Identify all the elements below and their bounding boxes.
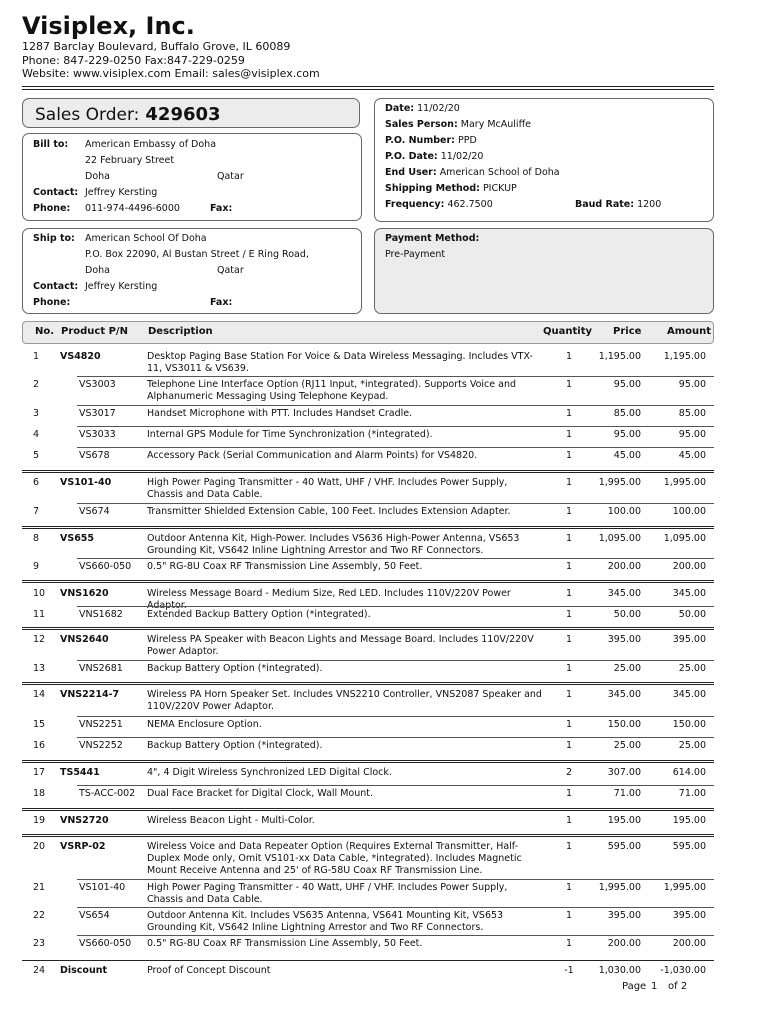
row-amount: 345.00 bbox=[672, 689, 706, 700]
row-product-pn: VS678 bbox=[79, 450, 110, 461]
header-divider bbox=[22, 86, 714, 87]
row-product-pn: VS660-050 bbox=[79, 938, 132, 949]
page-label: Page bbox=[622, 981, 647, 992]
row-description: Wireless Voice and Data Repeater Option (Requires External Transmitter, Half-Duplex Mode only, Omit VS101-xx Data Cable, *integrated). Includes Magnetic Mount Receive Antenna and 25' of RG-58U Coax RF Transmission Line. bbox=[147, 841, 522, 876]
row-quantity: 1 bbox=[565, 634, 573, 645]
row-amount: 150.00 bbox=[672, 719, 706, 730]
company-name: Visiplex, Inc. bbox=[22, 12, 195, 40]
col-price: Price bbox=[613, 326, 642, 337]
row-product-pn: VS101-40 bbox=[79, 882, 126, 893]
row-description: Wireless Message Board - Medium Size, Red LED. Includes 110V/220V Power Adaptor. bbox=[147, 588, 511, 611]
row-number: 18 bbox=[33, 788, 46, 799]
row-price: 200.00 bbox=[607, 561, 641, 572]
row-description: Transmitter Shielded Extension Cable, 100 Feet. Includes Extension Adapter. bbox=[147, 506, 511, 517]
row-description: 0.5" RG-8U Coax RF Transmission Line Assembly, 50 Feet. bbox=[147, 938, 423, 949]
ship-to-contact: Jeffrey Kersting bbox=[85, 281, 158, 292]
row-amount: 195.00 bbox=[672, 815, 706, 826]
row-quantity: 1 bbox=[565, 561, 573, 572]
sales-order-number: 429603 bbox=[145, 104, 221, 125]
row-price: 25.00 bbox=[613, 663, 641, 674]
row-amount: 50.00 bbox=[678, 609, 706, 620]
row-quantity: 1 bbox=[565, 841, 573, 852]
company-header bbox=[22, 12, 320, 81]
row-price: 95.00 bbox=[613, 379, 641, 390]
po-number: PPD bbox=[457, 135, 477, 146]
row-product-pn: VSRP-02 bbox=[60, 841, 106, 852]
row-price: 100.00 bbox=[607, 506, 641, 517]
row-product-pn: VNS2720 bbox=[60, 815, 109, 826]
row-amount: 100.00 bbox=[672, 506, 706, 517]
row-number: 10 bbox=[33, 588, 46, 599]
bill-to-name: American Embassy of Doha bbox=[85, 139, 217, 150]
order-info-box: Date: 11/02/20 Sales Person: Mary McAuliffe P.O. Number: PPD P.O. Date: 11/02/20 End User: American School of Doha Shipping Method: PICKUP Frequency: 462.7500 Baud Rate: 1200 bbox=[374, 98, 714, 222]
row-amount: 1,995.00 bbox=[663, 882, 706, 893]
page-number: 1 bbox=[651, 981, 658, 992]
col-desc: Description bbox=[148, 326, 213, 337]
row-quantity: 1 bbox=[565, 938, 573, 949]
col-no: No. bbox=[35, 326, 55, 337]
row-number: 4 bbox=[33, 429, 40, 440]
row-description: Proof of Concept Discount bbox=[147, 965, 271, 976]
row-description: High Power Paging Transmitter - 40 Watt, UHF / VHF. Includes Power Supply, Chassis and Data Cable. bbox=[147, 882, 508, 905]
row-price: 71.00 bbox=[613, 788, 641, 799]
row-price: 85.00 bbox=[613, 408, 641, 419]
row-number: 12 bbox=[33, 634, 46, 645]
row-amount: 95.00 bbox=[678, 379, 706, 390]
row-description: High Power Paging Transmitter - 40 Watt, UHF / VHF. Includes Power Supply, Chassis and Data Cable. bbox=[147, 477, 508, 500]
row-description: Backup Battery Option (*integrated). bbox=[147, 740, 323, 751]
row-amount: 200.00 bbox=[672, 561, 706, 572]
bill-to-contact: Jeffrey Kersting bbox=[85, 187, 158, 198]
table-end-divider bbox=[22, 960, 714, 961]
row-product-pn: VS660-050 bbox=[79, 561, 132, 572]
row-product-pn: VS3033 bbox=[79, 429, 116, 440]
row-amount: 25.00 bbox=[678, 663, 706, 674]
row-amount: 71.00 bbox=[678, 788, 706, 799]
sales-order-label: Sales Order: bbox=[35, 105, 140, 125]
bill-to-street: 22 February Street bbox=[85, 155, 175, 166]
row-amount: 1,195.00 bbox=[663, 351, 706, 362]
payment-method-value: Pre-Payment bbox=[385, 249, 446, 260]
row-quantity: 1 bbox=[565, 533, 573, 544]
row-quantity: 1 bbox=[565, 788, 573, 799]
row-quantity: 1 bbox=[565, 910, 573, 921]
row-description: Accessory Pack (Serial Communication and Alarm Points) for VS4820. bbox=[147, 450, 478, 461]
row-price: 1,030.00 bbox=[598, 965, 641, 976]
row-number: 17 bbox=[33, 767, 46, 778]
row-product-pn: Discount bbox=[60, 965, 108, 976]
row-price: 345.00 bbox=[607, 588, 641, 599]
row-amount: 1,095.00 bbox=[663, 533, 706, 544]
row-number: 5 bbox=[33, 450, 40, 461]
row-price: 50.00 bbox=[613, 609, 641, 620]
row-quantity: 2 bbox=[565, 767, 573, 778]
row-price: 1,095.00 bbox=[598, 533, 641, 544]
row-price: 1,995.00 bbox=[598, 882, 641, 893]
bill-to-box: Bill to: American Embassy of Doha 22 February Street Doha Qatar Contact: Jeffrey Kersting Phone: 011-974-4496-6000 Fax: bbox=[22, 133, 362, 221]
row-description: Dual Face Bracket for Digital Clock, Wall Mount. bbox=[147, 788, 374, 799]
end-user: American School of Doha bbox=[439, 167, 560, 178]
row-description: Wireless PA Speaker with Beacon Lights and Message Board. Includes 110V/220V Power Adaptor. bbox=[147, 634, 534, 657]
row-price: 195.00 bbox=[607, 815, 641, 826]
row-product-pn: VS101-40 bbox=[60, 477, 112, 488]
row-price: 45.00 bbox=[613, 450, 641, 461]
row-amount: 85.00 bbox=[678, 408, 706, 419]
col-pn: Product P/N bbox=[61, 326, 128, 337]
row-number: 8 bbox=[33, 533, 40, 544]
bill-to-country: Qatar bbox=[217, 171, 244, 182]
row-product-pn: VS674 bbox=[79, 506, 110, 517]
row-amount: 595.00 bbox=[672, 841, 706, 852]
row-quantity: 1 bbox=[565, 477, 573, 488]
row-amount: 395.00 bbox=[672, 634, 706, 645]
row-product-pn: VS655 bbox=[60, 533, 95, 544]
row-price: 395.00 bbox=[607, 910, 641, 921]
row-product-pn: VS654 bbox=[79, 910, 110, 921]
row-price: 307.00 bbox=[607, 767, 641, 778]
order-date: 11/02/20 bbox=[417, 103, 460, 114]
row-number: 15 bbox=[33, 719, 46, 730]
row-product-pn: VNS2640 bbox=[60, 634, 109, 645]
row-number: 14 bbox=[33, 689, 46, 700]
row-quantity: 1 bbox=[565, 663, 573, 674]
row-quantity: 1 bbox=[565, 740, 573, 751]
table-header bbox=[22, 321, 714, 344]
row-price: 25.00 bbox=[613, 740, 641, 751]
row-product-pn: VNS1620 bbox=[60, 588, 109, 599]
sales-person: Mary McAuliffe bbox=[460, 119, 531, 130]
row-amount: -1,030.00 bbox=[660, 965, 706, 976]
payment-method-label: Payment Method: bbox=[385, 233, 480, 244]
row-description: Telephone Line Interface Option (RJ11 Input, *integrated). Supports Voice and Alphanumeric Messaging Using Telephone Keypad. bbox=[147, 379, 516, 402]
row-price: 1,195.00 bbox=[598, 351, 641, 362]
row-product-pn: VNS2252 bbox=[79, 740, 123, 751]
row-description: Outdoor Antenna Kit, High-Power. Includes VS636 High-Power Antenna, VS653 Grounding Kit, VS642 Inline Lightning Arrestor and Two RF Connectors. bbox=[147, 533, 520, 556]
row-description: Backup Battery Option (*integrated). bbox=[147, 663, 323, 674]
payment-method-box bbox=[374, 228, 714, 314]
row-amount: 95.00 bbox=[678, 429, 706, 440]
row-description: Handset Microphone with PTT. Includes Handset Cradle. bbox=[147, 408, 413, 419]
row-product-pn: VNS1682 bbox=[79, 609, 123, 620]
shipping-method: PICKUP bbox=[482, 183, 517, 194]
row-quantity: 1 bbox=[565, 609, 573, 620]
row-price: 150.00 bbox=[607, 719, 641, 730]
row-quantity: -1 bbox=[564, 965, 574, 976]
row-description: NEMA Enclosure Option. bbox=[147, 719, 262, 730]
row-product-pn: TS-ACC-002 bbox=[79, 788, 136, 799]
row-description: Extended Backup Battery Option (*integrated). bbox=[147, 609, 371, 620]
row-number: 3 bbox=[33, 408, 40, 419]
company-address: 1287 Barclay Boulevard, Buffalo Grove, IL 60089 bbox=[22, 40, 291, 53]
row-description: Desktop Paging Base Station For Voice & Data Wireless Messaging. Includes VTX-11, VS3011 & VS639. bbox=[147, 351, 533, 374]
row-price: 95.00 bbox=[613, 429, 641, 440]
row-quantity: 1 bbox=[565, 429, 573, 440]
row-amount: 395.00 bbox=[672, 910, 706, 921]
row-number: 20 bbox=[33, 841, 46, 852]
row-quantity: 1 bbox=[565, 588, 573, 599]
row-number: 19 bbox=[33, 815, 46, 826]
frequency: 462.7500 bbox=[447, 199, 493, 210]
row-amount: 345.00 bbox=[672, 588, 706, 599]
row-number: 9 bbox=[33, 561, 40, 572]
bill-to-city: Doha bbox=[85, 171, 110, 182]
po-date: 11/02/20 bbox=[440, 151, 484, 162]
company-web: Website: www.visiplex.com Email: sales@visiplex.com bbox=[22, 67, 320, 80]
row-description: Wireless PA Horn Speaker Set. Includes VNS2210 Controller, VNS2087 Speaker and 110V/220V Power Adaptor. bbox=[147, 689, 542, 712]
row-product-pn: TS5441 bbox=[60, 767, 100, 778]
row-amount: 45.00 bbox=[678, 450, 706, 461]
row-product-pn: VS4820 bbox=[60, 351, 101, 362]
row-price: 345.00 bbox=[607, 689, 641, 700]
row-number: 7 bbox=[33, 506, 40, 517]
row-quantity: 1 bbox=[565, 506, 573, 517]
row-quantity: 1 bbox=[565, 408, 573, 419]
row-product-pn: VNS2214-7 bbox=[60, 689, 120, 700]
row-quantity: 1 bbox=[565, 882, 573, 893]
row-description: Internal GPS Module for Time Synchronization (*integrated). bbox=[147, 429, 433, 440]
row-price: 395.00 bbox=[607, 634, 641, 645]
ship-to-box: Ship to: American School Of Doha P.O. Box 22090, Al Bustan Street / E Ring Road, Doha Qatar Contact: Jeffrey Kersting Phone: Fax: bbox=[22, 228, 362, 314]
row-description: Outdoor Antenna Kit. Includes VS635 Antenna, VS641 Mounting Kit, VS653 Grounding Kit, VS642 Inline Lightning Arrestor and Two RF Connectors. bbox=[147, 910, 504, 933]
ship-to-country: Qatar bbox=[217, 265, 244, 276]
row-amount: 200.00 bbox=[672, 938, 706, 949]
row-number: 16 bbox=[33, 740, 46, 751]
col-amount: Amount bbox=[667, 326, 712, 337]
row-number: 1 bbox=[33, 351, 40, 362]
row-description: Wireless Beacon Light - Multi-Color. bbox=[147, 815, 315, 826]
row-number: 23 bbox=[33, 938, 46, 949]
company-phone: Phone: 847-229-0250 Fax:847-229-0259 bbox=[22, 53, 245, 67]
row-price: 200.00 bbox=[607, 938, 641, 949]
row-number: 22 bbox=[33, 910, 46, 921]
row-product-pn: VNS2251 bbox=[79, 719, 123, 730]
ship-to-street: P.O. Box 22090, Al Bustan Street / E Ring Road, bbox=[85, 249, 309, 260]
row-product-pn: VS3017 bbox=[79, 408, 116, 419]
baud-rate: 1200 bbox=[637, 199, 662, 210]
row-product-pn: VNS2681 bbox=[79, 663, 123, 674]
row-amount: 614.00 bbox=[672, 767, 706, 778]
row-number: 21 bbox=[33, 882, 46, 893]
row-number: 13 bbox=[33, 663, 46, 674]
row-amount: 1,995.00 bbox=[663, 477, 706, 488]
col-qty: Quantity bbox=[543, 326, 592, 337]
row-price: 595.00 bbox=[607, 841, 641, 852]
sales-order-title bbox=[22, 98, 360, 128]
row-number: 6 bbox=[33, 477, 40, 488]
row-description: 0.5" RG-8U Coax RF Transmission Line Assembly, 50 Feet. bbox=[147, 561, 423, 572]
row-description: 4", 4 Digit Wireless Synchronized LED Digital Clock. bbox=[147, 767, 392, 778]
row-quantity: 1 bbox=[565, 379, 573, 390]
row-quantity: 1 bbox=[565, 351, 573, 362]
page-total: of 2 bbox=[668, 981, 688, 992]
bill-to-phone: 011-974-4496-6000 bbox=[85, 203, 180, 214]
row-quantity: 1 bbox=[565, 689, 573, 700]
row-price: 1,995.00 bbox=[598, 477, 641, 488]
row-quantity: 1 bbox=[565, 719, 573, 730]
header-divider bbox=[22, 89, 714, 90]
row-number: 2 bbox=[33, 379, 40, 390]
row-number: 11 bbox=[33, 609, 46, 620]
row-number: 24 bbox=[33, 965, 46, 976]
row-quantity: 1 bbox=[565, 450, 573, 461]
row-amount: 25.00 bbox=[678, 740, 706, 751]
row-quantity: 1 bbox=[565, 815, 573, 826]
ship-to-name: American School Of Doha bbox=[85, 233, 207, 244]
ship-to-city: Doha bbox=[85, 265, 110, 276]
row-product-pn: VS3003 bbox=[79, 379, 116, 390]
